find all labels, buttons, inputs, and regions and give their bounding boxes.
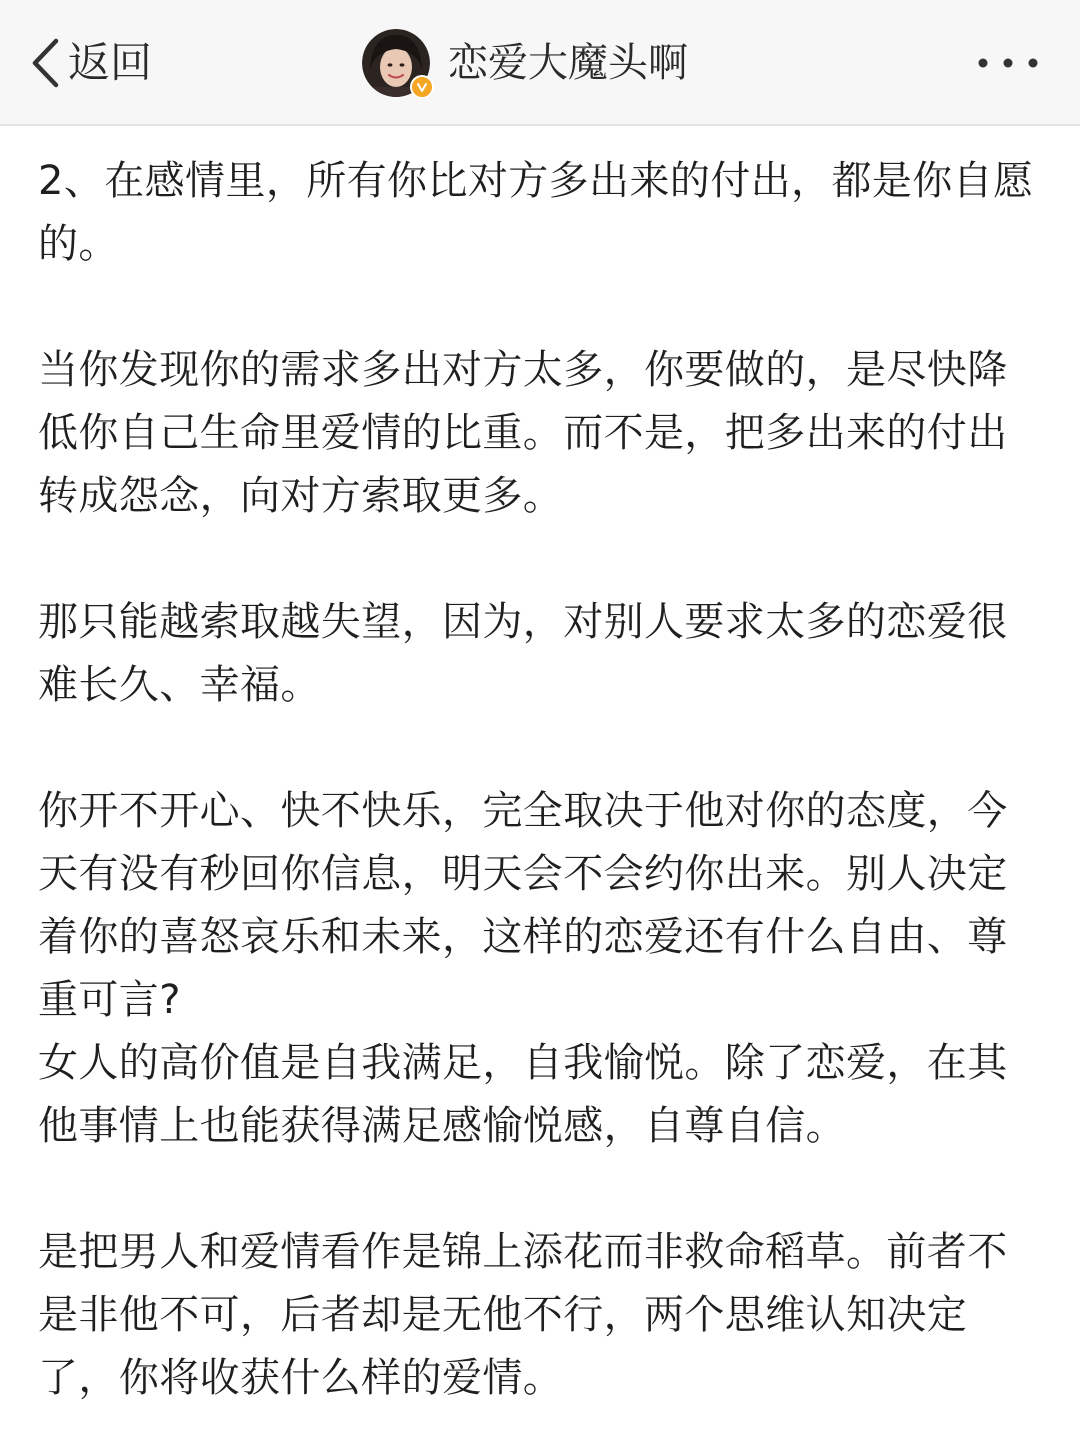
paragraph-spacer bbox=[38, 717, 1038, 780]
avatar[interactable] bbox=[362, 29, 430, 97]
post-paragraph: 女人的高价值是自我满足，自我愉悦。除了恋爱，在其他事情上也能获得满足感愉悦感，自尊自信。 bbox=[38, 1040, 1008, 1149]
paragraph-spacer bbox=[38, 276, 1038, 339]
more-dots-icon bbox=[973, 55, 1043, 74]
back-button[interactable] bbox=[30, 30, 152, 96]
post-body bbox=[38, 150, 1038, 1410]
post-paragraph: 是把男人和爱情看作是锦上添花而非救命稻草。前者不是非他不可，后者却是无他不行，两个思维认知决定了，你将收获什么样的爱情。 bbox=[38, 1229, 1008, 1401]
paragraph-spacer bbox=[38, 1158, 1038, 1221]
verified-badge-icon bbox=[410, 75, 434, 99]
back-label: 返回 bbox=[68, 38, 153, 87]
post-paragraph: 你开不开心、快不快乐，完全取决于他对你的态度，今天有没有秒回你信息，明天会不会约你出来。别人决定着你的喜怒哀乐和未来，这样的恋爱还有什么自由、尊重可言? bbox=[38, 788, 1008, 1023]
paragraph-spacer bbox=[38, 528, 1038, 591]
profile-header[interactable] bbox=[362, 28, 688, 98]
more-button[interactable] bbox=[968, 46, 1048, 82]
post-paragraph: 那只能越索取越失望，因为，对别人要求太多的恋爱很难长久、幸福。 bbox=[38, 599, 1008, 708]
username[interactable]: 恋爱大魔头啊 bbox=[448, 40, 688, 86]
post-paragraph: 2、在感情里，所有你比对方多出来的付出，都是你自愿的。 bbox=[38, 158, 1034, 267]
post-paragraph: 当你发现你的需求多出对方太多，你要做的，是尽快降低你自己生命里爱情的比重。而不是，把多出来的付出转成怨念，向对方索取更多。 bbox=[38, 347, 1008, 519]
top-navigation-bar bbox=[0, 0, 1080, 126]
chevron-left-icon bbox=[30, 37, 60, 89]
